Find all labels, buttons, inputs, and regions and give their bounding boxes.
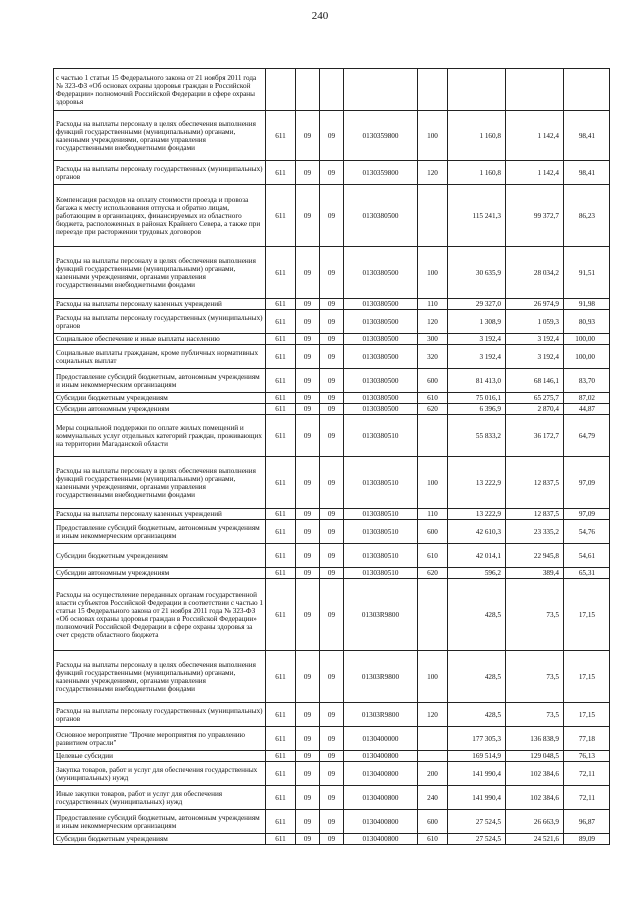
cell-percent-execution: 17,15 [564,651,610,703]
cell-description: Целевые субсидии [54,751,266,762]
cell-actual-amount: 26 663,9 [506,810,564,834]
table-row [54,334,610,345]
cell-target-article: 0130400000 [344,727,418,751]
cell-percent-execution: 91,51 [564,247,610,299]
cell-section: 09 [296,299,320,310]
table-row [54,834,610,845]
cell-expense-type: 110 [418,509,448,520]
cell-percent-execution: 86,23 [564,185,610,247]
cell-ministry-code: 611 [266,568,296,579]
cell-section: 09 [296,185,320,247]
cell-target-article [344,69,418,111]
cell-target-article: 0130380510 [344,568,418,579]
cell-ministry-code: 611 [266,520,296,544]
cell-ministry-code: 611 [266,762,296,786]
cell-subsection: 09 [320,751,344,762]
cell-percent-execution: 77,18 [564,727,610,751]
cell-planned-amount: 177 305,3 [448,727,506,751]
table-row [54,310,610,334]
cell-planned-amount: 3 192,4 [448,345,506,369]
table-row [54,703,610,727]
cell-subsection: 09 [320,703,344,727]
cell-section: 09 [296,509,320,520]
cell-target-article: 01303R9800 [344,579,418,651]
cell-planned-amount: 29 327,0 [448,299,506,310]
cell-description: Расходы на выплаты персоналу государственных (муниципальных) органов [54,703,266,727]
cell-subsection: 09 [320,334,344,345]
cell-subsection: 09 [320,161,344,185]
cell-actual-amount: 24 521,6 [506,834,564,845]
cell-percent-execution: 100,00 [564,345,610,369]
cell-subsection: 09 [320,185,344,247]
cell-section [296,69,320,111]
cell-actual-amount [506,69,564,111]
cell-actual-amount: 1 142,4 [506,111,564,161]
cell-section: 09 [296,369,320,393]
cell-section: 09 [296,727,320,751]
cell-target-article: 0130359800 [344,111,418,161]
table-row [54,544,610,568]
cell-percent-execution: 65,31 [564,568,610,579]
cell-target-article: 0130380500 [344,334,418,345]
cell-description: Основное мероприятие "Прочие мероприятия по управлению развитием отрасли" [54,727,266,751]
cell-actual-amount: 129 048,5 [506,751,564,762]
cell-target-article: 0130359800 [344,161,418,185]
cell-planned-amount: 13 222,9 [448,457,506,509]
cell-actual-amount: 102 384,6 [506,762,564,786]
cell-ministry-code: 611 [266,185,296,247]
cell-section: 09 [296,544,320,568]
cell-actual-amount: 3 192,4 [506,345,564,369]
cell-actual-amount: 23 335,2 [506,520,564,544]
cell-ministry-code [266,69,296,111]
cell-percent-execution: 72,11 [564,786,610,810]
cell-expense-type: 600 [418,810,448,834]
cell-actual-amount: 22 945,8 [506,544,564,568]
cell-section: 09 [296,651,320,703]
cell-ministry-code: 611 [266,457,296,509]
cell-ministry-code: 611 [266,111,296,161]
cell-description: с частью 1 статьи 15 Федерального закона от 21 ноября 2011 года № 323-ФЗ «Об основах охраны здоровья граждан в Российской Федерации» полномочий Российской Федерации в сфере охраны здоровья [54,69,266,111]
cell-planned-amount: 1 160,8 [448,161,506,185]
cell-ministry-code: 611 [266,369,296,393]
table-row [54,161,610,185]
cell-section: 09 [296,334,320,345]
cell-planned-amount: 115 241,3 [448,185,506,247]
budget-table [53,68,610,845]
cell-section: 09 [296,762,320,786]
cell-percent-execution [564,69,610,111]
table-row [54,369,610,393]
cell-section: 09 [296,834,320,845]
cell-actual-amount: 26 974,9 [506,299,564,310]
cell-expense-type: 620 [418,568,448,579]
table-row [54,651,610,703]
cell-expense-type [418,415,448,457]
cell-section: 09 [296,520,320,544]
cell-description: Субсидии бюджетным учреждениям [54,834,266,845]
cell-planned-amount: 30 635,9 [448,247,506,299]
cell-target-article: 01303R9800 [344,651,418,703]
cell-actual-amount: 73,5 [506,579,564,651]
cell-description: Компенсация расходов на оплату стоимости проезда и провоза багажа к месту использования отпуска и обратно лицам, работающим в организациях, финансируемых из областного бюджета, расположенных в районах Крайнего Севера, а также при переезде при расторжении трудовых договоров [54,185,266,247]
cell-actual-amount: 65 275,7 [506,393,564,404]
cell-target-article: 0130380510 [344,520,418,544]
cell-actual-amount: 73,5 [506,651,564,703]
cell-subsection: 09 [320,568,344,579]
cell-ministry-code: 611 [266,727,296,751]
cell-actual-amount: 36 172,7 [506,415,564,457]
cell-subsection: 09 [320,393,344,404]
table-row [54,345,610,369]
cell-target-article: 0130400800 [344,762,418,786]
cell-description: Расходы на выплаты персоналу в целях обеспечения выполнения функций государственными (муниципальными) органами, казенными учреждениями, органами управления государственными внебюджетными фондами [54,111,266,161]
cell-section: 09 [296,786,320,810]
cell-ministry-code: 611 [266,509,296,520]
cell-expense-type: 100 [418,247,448,299]
cell-subsection: 09 [320,415,344,457]
cell-expense-type [418,69,448,111]
cell-subsection: 09 [320,520,344,544]
cell-percent-execution: 76,13 [564,751,610,762]
cell-description: Меры социальной поддержки по оплате жилых помещений и коммунальных услуг отдельных категорий граждан, проживающих на территории Магаданской области [54,415,266,457]
cell-ministry-code: 611 [266,310,296,334]
cell-planned-amount: 141 990,4 [448,786,506,810]
cell-target-article: 0130380500 [344,299,418,310]
cell-subsection: 09 [320,457,344,509]
cell-expense-type: 100 [418,457,448,509]
table-row [54,786,610,810]
cell-actual-amount: 28 034,2 [506,247,564,299]
cell-target-article: 0130400800 [344,810,418,834]
cell-planned-amount: 428,5 [448,703,506,727]
cell-expense-type: 120 [418,161,448,185]
cell-subsection: 09 [320,651,344,703]
cell-target-article: 0130380500 [344,345,418,369]
cell-ministry-code: 611 [266,247,296,299]
cell-ministry-code: 611 [266,651,296,703]
cell-target-article: 0130400800 [344,834,418,845]
cell-subsection: 09 [320,579,344,651]
cell-expense-type: 600 [418,520,448,544]
cell-subsection: 09 [320,369,344,393]
table-row [54,299,610,310]
cell-target-article: 0130380510 [344,544,418,568]
cell-percent-execution: 54,61 [564,544,610,568]
cell-planned-amount: 428,5 [448,651,506,703]
cell-ministry-code: 611 [266,345,296,369]
cell-subsection: 09 [320,310,344,334]
cell-expense-type: 120 [418,703,448,727]
cell-section: 09 [296,568,320,579]
cell-description: Субсидии автономным учреждениям [54,404,266,415]
cell-actual-amount: 68 146,1 [506,369,564,393]
cell-planned-amount: 3 192,4 [448,334,506,345]
cell-description: Расходы на выплаты персоналу казенных учреждений [54,299,266,310]
cell-section: 09 [296,247,320,299]
cell-expense-type [418,727,448,751]
table-row [54,509,610,520]
cell-subsection: 09 [320,404,344,415]
cell-section: 09 [296,310,320,334]
cell-description: Расходы на выплаты персоналу казенных учреждений [54,509,266,520]
cell-section: 09 [296,161,320,185]
cell-actual-amount: 1 142,4 [506,161,564,185]
cell-percent-execution: 44,87 [564,404,610,415]
cell-percent-execution: 72,11 [564,762,610,786]
cell-description: Субсидии автономным учреждениям [54,568,266,579]
cell-expense-type: 600 [418,369,448,393]
cell-subsection [320,69,344,111]
cell-percent-execution: 80,93 [564,310,610,334]
cell-description: Предоставление субсидий бюджетным, автономным учреждениям и иным некоммерческим организациям [54,810,266,834]
cell-expense-type: 320 [418,345,448,369]
cell-target-article: 0130400800 [344,751,418,762]
table-row [54,393,610,404]
cell-percent-execution: 54,76 [564,520,610,544]
cell-section: 09 [296,345,320,369]
table-row [54,247,610,299]
cell-percent-execution: 97,09 [564,509,610,520]
cell-subsection: 09 [320,345,344,369]
cell-expense-type: 100 [418,111,448,161]
cell-description: Расходы на выплаты персоналу в целях обеспечения выполнения функций государственными (муниципальными) органами, казенными учреждениями, органами управления государственными внебюджетными фондами [54,651,266,703]
table-row [54,751,610,762]
table-row [54,457,610,509]
cell-planned-amount: 428,5 [448,579,506,651]
cell-percent-execution: 97,09 [564,457,610,509]
cell-percent-execution: 17,15 [564,703,610,727]
cell-expense-type: 610 [418,544,448,568]
cell-target-article: 0130380510 [344,457,418,509]
cell-planned-amount: 596,2 [448,568,506,579]
cell-subsection: 09 [320,509,344,520]
cell-section: 09 [296,457,320,509]
cell-actual-amount: 136 838,9 [506,727,564,751]
cell-planned-amount: 6 396,9 [448,404,506,415]
cell-ministry-code: 611 [266,404,296,415]
cell-description: Расходы на осуществление переданных органам государственной власти субъектов Российской Федерации в соответствии с частью 1 статьи 15 Федерального закона от 21 ноября 2011 года № 323-ФЗ «Об основах охраны здоровья граждан в Российской Федерации» полномочий Российской Федерации в сфере охраны здоровья за счет средств областного бюджета [54,579,266,651]
cell-planned-amount: 81 413,0 [448,369,506,393]
cell-expense-type [418,185,448,247]
cell-expense-type: 620 [418,404,448,415]
cell-section: 09 [296,579,320,651]
cell-section: 09 [296,810,320,834]
table-row [54,185,610,247]
cell-percent-execution: 89,09 [564,834,610,845]
cell-subsection: 09 [320,299,344,310]
cell-percent-execution: 64,79 [564,415,610,457]
cell-actual-amount: 2 870,4 [506,404,564,415]
cell-ministry-code: 611 [266,161,296,185]
cell-expense-type: 610 [418,393,448,404]
cell-actual-amount: 1 059,3 [506,310,564,334]
cell-description: Расходы на выплаты персоналу государственных (муниципальных) органов [54,161,266,185]
cell-description: Расходы на выплаты персоналу в целях обеспечения выполнения функций государственными (муниципальными) органами, казенными учреждениями, органами управления государственными внебюджетными фондами [54,247,266,299]
cell-description: Социальные выплаты гражданам, кроме публичных нормативных социальных выплат [54,345,266,369]
cell-ministry-code: 611 [266,786,296,810]
table-row [54,520,610,544]
cell-expense-type: 240 [418,786,448,810]
cell-subsection: 09 [320,727,344,751]
cell-target-article: 0130380500 [344,310,418,334]
cell-planned-amount: 1 160,8 [448,111,506,161]
cell-planned-amount: 27 524,5 [448,810,506,834]
cell-planned-amount: 55 833,2 [448,415,506,457]
cell-actual-amount: 3 192,4 [506,334,564,345]
cell-ministry-code: 611 [266,544,296,568]
cell-planned-amount: 141 990,4 [448,762,506,786]
cell-subsection: 09 [320,786,344,810]
cell-target-article: 0130380500 [344,404,418,415]
cell-planned-amount: 42 610,3 [448,520,506,544]
cell-ministry-code: 611 [266,703,296,727]
cell-actual-amount: 389,4 [506,568,564,579]
cell-subsection: 09 [320,111,344,161]
cell-description: Закупка товаров, работ и услуг для обеспечения государственных (муниципальных) нужд [54,762,266,786]
cell-actual-amount: 102 384,6 [506,786,564,810]
cell-target-article: 0130380510 [344,415,418,457]
cell-ministry-code: 611 [266,334,296,345]
cell-target-article: 0130380500 [344,369,418,393]
table-row [54,415,610,457]
cell-ministry-code: 611 [266,579,296,651]
table-row [54,404,610,415]
table-row [54,568,610,579]
cell-description: Расходы на выплаты персоналу государственных (муниципальных) органов [54,310,266,334]
cell-actual-amount: 12 837,5 [506,457,564,509]
cell-description: Расходы на выплаты персоналу в целях обеспечения выполнения функций государственными (муниципальными) органами, казенными учреждениями, органами управления государственными внебюджетными фондами [54,457,266,509]
cell-section: 09 [296,404,320,415]
cell-planned-amount [448,69,506,111]
cell-percent-execution: 98,41 [564,111,610,161]
cell-subsection: 09 [320,762,344,786]
cell-percent-execution: 91,98 [564,299,610,310]
cell-ministry-code: 611 [266,834,296,845]
cell-expense-type [418,579,448,651]
cell-section: 09 [296,415,320,457]
cell-ministry-code: 611 [266,751,296,762]
cell-percent-execution: 96,87 [564,810,610,834]
cell-expense-type: 120 [418,310,448,334]
cell-section: 09 [296,703,320,727]
cell-planned-amount: 169 514,9 [448,751,506,762]
cell-expense-type: 200 [418,762,448,786]
cell-expense-type: 610 [418,834,448,845]
cell-percent-execution: 83,70 [564,369,610,393]
cell-planned-amount: 1 308,9 [448,310,506,334]
cell-subsection: 09 [320,544,344,568]
cell-target-article: 01303R9800 [344,703,418,727]
table-row [54,111,610,161]
cell-description: Социальное обеспечение и иные выплаты населению [54,334,266,345]
cell-section: 09 [296,111,320,161]
cell-percent-execution: 87,02 [564,393,610,404]
cell-subsection: 09 [320,834,344,845]
cell-ministry-code: 611 [266,810,296,834]
cell-planned-amount: 13 222,9 [448,509,506,520]
cell-description: Предоставление субсидий бюджетным, автономным учреждениям и иным некоммерческим организациям [54,520,266,544]
cell-ministry-code: 611 [266,299,296,310]
cell-actual-amount: 73,5 [506,703,564,727]
cell-description: Субсидии бюджетным учреждениям [54,393,266,404]
table-row [54,69,610,111]
cell-planned-amount: 75 016,1 [448,393,506,404]
cell-actual-amount: 12 837,5 [506,509,564,520]
cell-percent-execution: 17,15 [564,579,610,651]
cell-target-article: 0130400800 [344,786,418,810]
cell-percent-execution: 100,00 [564,334,610,345]
cell-planned-amount: 42 014,1 [448,544,506,568]
cell-target-article: 0130380500 [344,185,418,247]
table-row [54,727,610,751]
cell-subsection: 09 [320,247,344,299]
table-row [54,579,610,651]
cell-actual-amount: 99 372,7 [506,185,564,247]
table-row [54,762,610,786]
table-row [54,810,610,834]
cell-description: Предоставление субсидий бюджетным, автономным учреждениям и иным некоммерческим организациям [54,369,266,393]
cell-expense-type: 300 [418,334,448,345]
budget-table-body [54,69,610,845]
cell-description: Субсидии бюджетным учреждениям [54,544,266,568]
cell-ministry-code: 611 [266,415,296,457]
cell-section: 09 [296,393,320,404]
cell-target-article: 0130380510 [344,509,418,520]
cell-subsection: 09 [320,810,344,834]
cell-percent-execution: 98,41 [564,161,610,185]
cell-planned-amount: 27 524,5 [448,834,506,845]
cell-ministry-code: 611 [266,393,296,404]
cell-expense-type [418,751,448,762]
cell-description: Иные закупки товаров, работ и услуг для обеспечения государственных (муниципальных) нужд [54,786,266,810]
cell-expense-type: 110 [418,299,448,310]
page-number: 240 [311,10,329,22]
cell-section: 09 [296,751,320,762]
cell-expense-type: 100 [418,651,448,703]
cell-target-article: 0130380500 [344,393,418,404]
cell-target-article: 0130380500 [344,247,418,299]
